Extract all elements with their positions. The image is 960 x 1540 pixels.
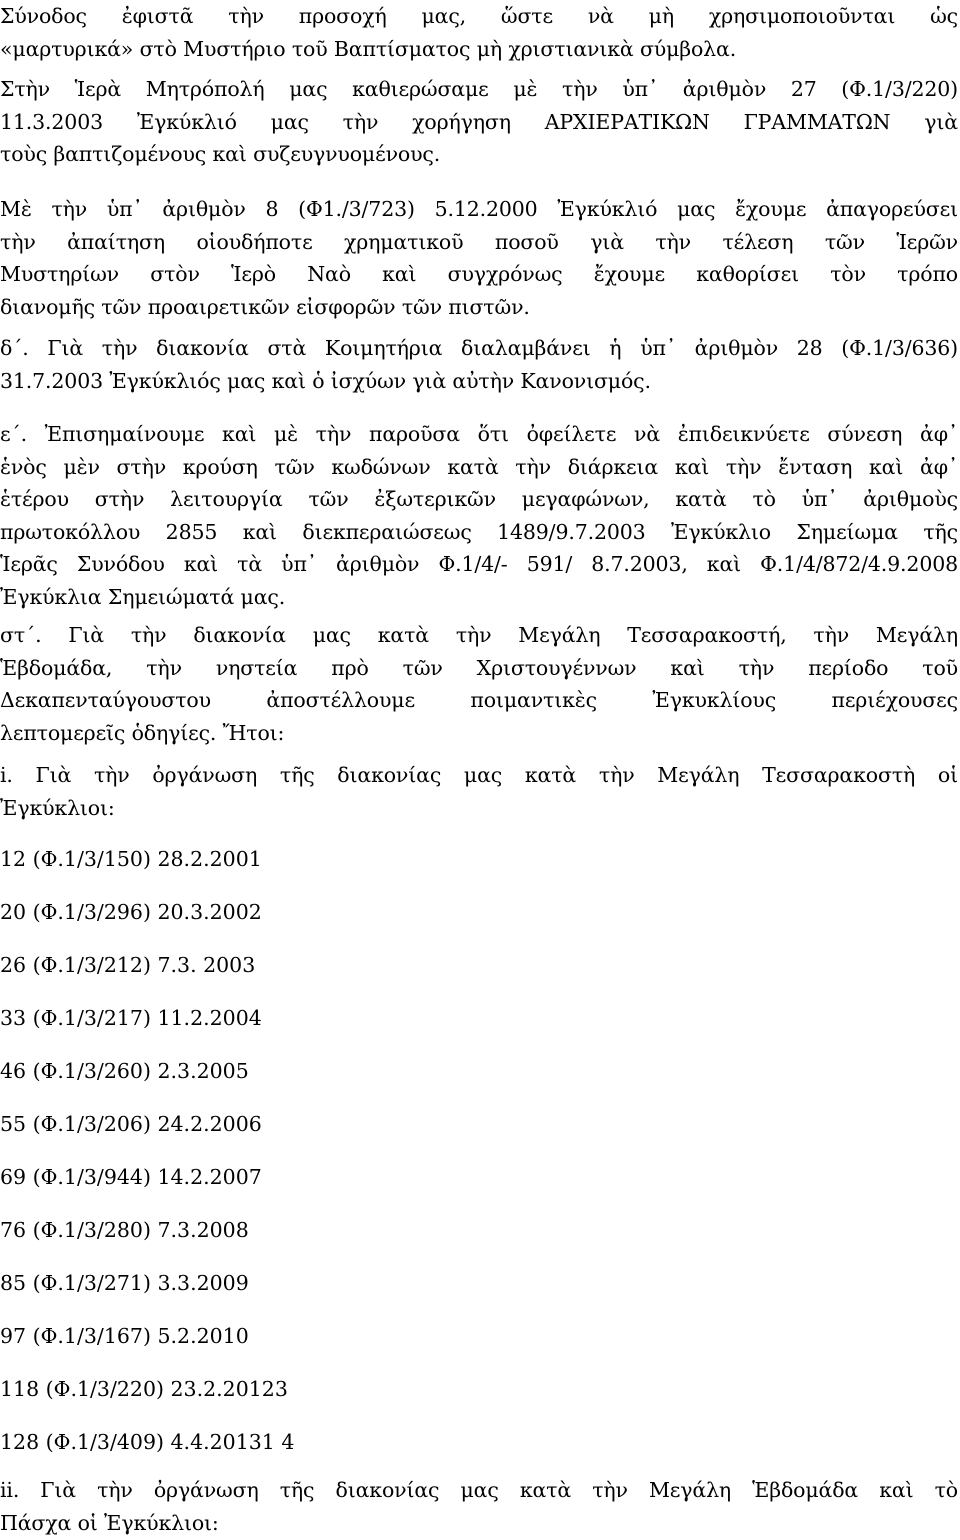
list-item: 69 (Φ.1/3/944) 14.2.2007	[0, 1165, 262, 1189]
list-item: 97 (Φ.1/3/167) 5.2.2010	[0, 1324, 249, 1348]
text-line: i. Γιὰ τὴν ὀργάνωση τῆς διακονίας μας κατὰ τὴν Μεγάλη Τεσσαρακοστὴ οἱ	[0, 763, 958, 787]
list-item: 33 (Φ.1/3/217) 11.2.2004	[0, 1006, 262, 1030]
text-line: Σύνοδος ἐφιστᾶ τὴν προσοχή μας, ὥστε νὰ μὴ χρησιμοποιοῦνται ὡς	[0, 4, 958, 28]
text-line: Στὴν Ἱερὰ Μητρόπολή μας καθιερώσαμε μὲ τὴν ὑπ᾽ ἀριθμὸν 27 (Φ.1/3/220)	[0, 77, 958, 101]
paragraph-metropoli	[0, 73, 958, 171]
text-line: «μαρτυρικά» στὸ Μυστήριο τοῦ Βαπτίσματος μὴ χριστιανικὰ σύμβολα.	[0, 36, 737, 61]
text-line: Μὲ τὴν ὑπ᾽ ἀριθμὸν 8 (Φ1./3/723) 5.12.2000 Ἐγκύκλιό μας ἔχουμε ἀπαγορεύσει	[0, 197, 958, 221]
paragraph-i	[0, 759, 958, 824]
list-item: 85 (Φ.1/3/271) 3.3.2009	[0, 1271, 249, 1295]
text-line: ἑτέρου στὴν λειτουργία τῶν ἐξωτερικῶν μεγαφώνων, κατὰ τὸ ὑπ᾽ ἀριθμοὺς	[0, 487, 958, 512]
encyclicals-list	[0, 843, 600, 1479]
text-line: τὴν ἀπαίτηση οἱουδήποτε χρηματικοῦ ποσοῦ γιὰ τὴν τέλεση τῶν Ἱερῶν	[0, 229, 958, 254]
list-item: 55 (Φ.1/3/206) 24.2.2006	[0, 1112, 262, 1136]
list-item: 26 (Φ.1/3/212) 7.3. 2003	[0, 953, 256, 977]
text-line: Ἐγκύκλιοι:	[0, 795, 115, 820]
text-line: δ΄. Γιὰ τὴν διακονία στὰ Κοιμητήρια διαλαμβάνει ἡ ὑπ᾽ ἀριθμὸν 28 (Φ.1/3/636)	[0, 336, 958, 360]
text-line: Δεκαπενταύγουστου ἀποστέλλουμε ποιμαντικὲς Ἐγκυκλίους περιέχουσες	[0, 688, 958, 713]
text-line: πρωτοκόλλου 2855 καὶ διεκπεραιώσεως 1489/9.7.2003 Ἐγκύκλιο Σημείωμα τῆς	[0, 519, 958, 544]
list-item: 46 (Φ.1/3/260) 2.3.2005	[0, 1059, 249, 1083]
text-line: ε΄. Ἐπισημαίνουμε καὶ μὲ τὴν παροῦσα ὅτι ὀφείλετε νὰ ἐπιδεικνύετε σύνεση ἀφ᾽	[0, 422, 958, 446]
text-line: 11.3.2003 Ἐγκύκλιό μας τὴν χορήγηση ΑΡΧΙΕΡΑΤΙΚΩΝ ΓΡΑΜΜΑΤΩΝ γιὰ	[0, 109, 958, 134]
paragraph-delta	[0, 332, 958, 397]
paragraph-epsilon	[0, 418, 958, 614]
text-line: Μυστηρίων στὸν Ἱερὸ Ναὸ καὶ συγχρόνως ἔχουμε καθορίσει τὸν τρόπο	[0, 262, 958, 287]
list-item: 128 (Φ.1/3/409) 4.4.20131 4	[0, 1430, 295, 1454]
list-item: 76 (Φ.1/3/280) 7.3.2008	[0, 1218, 249, 1242]
text-line: Πάσχα οἱ Ἐγκύκλιοι:	[0, 1510, 219, 1535]
list-item: 118 (Φ.1/3/220) 23.2.20123	[0, 1377, 288, 1401]
text-line: ii. Γιὰ τὴν ὀργάνωση τῆς διακονίας μας κατὰ τὴν Μεγάλη Ἑβδομάδα καὶ τὸ	[0, 1478, 958, 1502]
text-line: ἑνὸς μὲν στὴν κρούση τῶν κωδώνων κατὰ τὴν διάρκεια καὶ τὴν ἔνταση καὶ ἀφ᾽	[0, 454, 958, 479]
list-item: 12 (Φ.1/3/150) 28.2.2001	[0, 847, 262, 871]
text-line: λεπτομερεῖς ὁδηγίες. Ἤτοι:	[0, 720, 285, 745]
list-item: 20 (Φ.1/3/296) 20.3.2002	[0, 900, 262, 924]
paragraph-arithmos-8	[0, 193, 958, 323]
text-line: 31.7.2003 Ἐγκύκλιός μας καὶ ὁ ἰσχύων γιὰ αὐτὴν Κανονισμός.	[0, 368, 651, 393]
text-line: Ἑβδομάδα, τὴν νηστεία πρὸ τῶν Χριστουγέννων καὶ τὴν περίοδο τοῦ	[0, 655, 958, 680]
text-line: τοὺς βαπτιζομένους καὶ συζευγνυομένους.	[0, 142, 441, 167]
paragraph-st	[0, 619, 958, 749]
paragraph-intro	[0, 0, 958, 65]
text-line: Ἐγκύκλια Σημειώματά μας.	[0, 584, 286, 609]
text-line: Ἱερᾶς Συνόδου καὶ τὰ ὑπ᾽ ἀριθμὸν Φ.1/4/- 591/ 8.7.2003, καὶ Φ.1/4/872/4.9.2008	[0, 552, 958, 577]
paragraph-ii	[0, 1474, 958, 1539]
text-line: στ΄. Γιὰ τὴν διακονία μας κατὰ τὴν Μεγάλη Τεσσαρακοστή, τὴν Μεγάλη	[0, 623, 958, 647]
text-line: διανομῆς τῶν προαιρετικῶν εἰσφορῶν τῶν πιστῶν.	[0, 294, 530, 319]
